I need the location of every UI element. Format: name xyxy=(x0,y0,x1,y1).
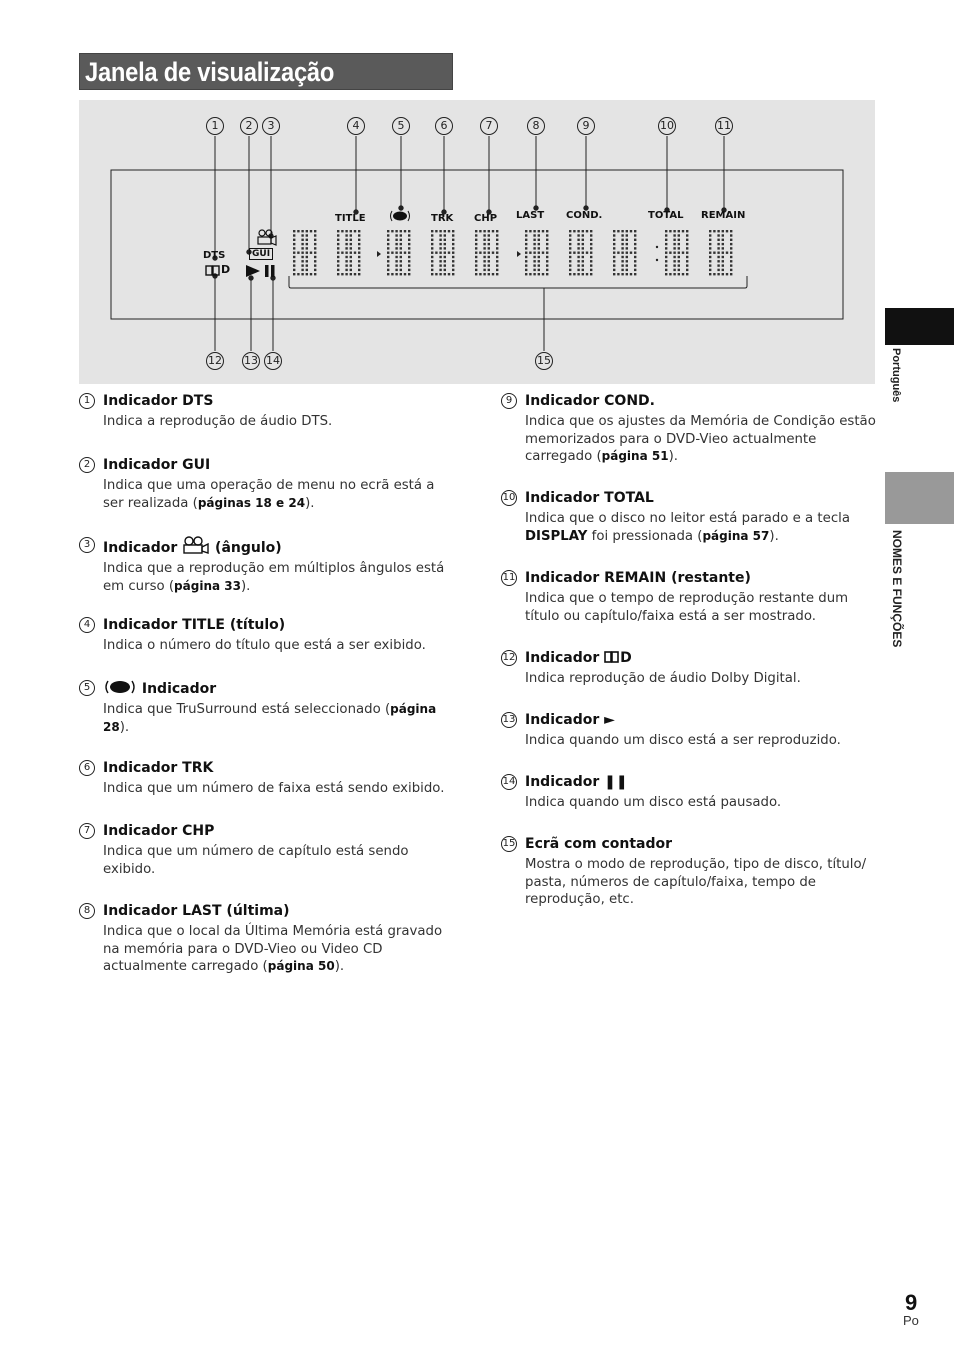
item-heading: Indicador ► xyxy=(525,712,615,728)
display-window-figure xyxy=(79,100,875,384)
last-label: LAST xyxy=(516,210,545,221)
key-name: DISPLAY xyxy=(525,528,588,544)
item-description: Indica quando um disco está pausado. xyxy=(525,795,782,810)
item-number: 9 xyxy=(501,393,517,409)
gui-label: GUI xyxy=(249,248,273,260)
item-heading: Indicador xyxy=(103,679,459,698)
item-surround xyxy=(79,679,459,759)
item-gui xyxy=(79,456,459,536)
item-description: Indica que TruSurround está seleccionado (página 28). xyxy=(103,702,437,735)
side-tab-grey xyxy=(885,472,954,524)
callout-number-12: 12 xyxy=(206,352,224,370)
item-description: Indica reprodução de áudio Dolby Digital. xyxy=(525,671,801,686)
callout-number-15: 15 xyxy=(535,352,553,370)
dolby-double-d-icon xyxy=(604,650,620,664)
callout-number-7: 7 xyxy=(480,117,498,135)
item-heading: Indicador LAST (última) xyxy=(103,903,290,919)
item-description: Indica a reprodução de áudio DTS. xyxy=(103,414,333,429)
item-heading: Indicador DTS xyxy=(103,393,214,409)
item-number: 8 xyxy=(79,903,95,919)
item-number: 11 xyxy=(501,570,517,586)
angle-icon xyxy=(182,536,210,554)
side-section-label: NOMES E FUNÇÕES xyxy=(890,530,904,648)
pause-icon-bar2 xyxy=(271,265,275,277)
item-number: 13 xyxy=(501,712,517,728)
item-total xyxy=(501,489,876,569)
page-number: 9 xyxy=(905,1290,918,1315)
item-heading: Indicador D xyxy=(525,650,632,666)
item-description: Indica que um número de capítulo está sendo exibido. xyxy=(103,844,409,877)
callout-dot-13 xyxy=(249,276,253,280)
total-label: TOTAL xyxy=(648,210,684,221)
item-heading: Ecrã com contador xyxy=(525,836,673,852)
item-heading: Indicador COND. xyxy=(525,393,655,409)
callout-number-6: 6 xyxy=(435,117,453,135)
item-description: Indica que o local da Última Memória está gravado na memória para o DVD-Vieo ou Video CD actualmente carregado (página 50). xyxy=(103,924,443,974)
item-last xyxy=(79,902,459,976)
callout-number-14: 14 xyxy=(264,352,282,370)
item-number: 5 xyxy=(79,680,95,696)
side-tab-dark xyxy=(885,308,954,345)
item-description: Indica que os ajustes da Memória de Condição estão memorizados para o DVD-Vieo actualmente carregado (página 51). xyxy=(525,414,876,464)
item-description: Indica que a reprodução em múltiplos ângulos está em curso (página 33). xyxy=(103,561,445,594)
callout-number-3: 3 xyxy=(262,117,280,135)
item-number: 6 xyxy=(79,760,95,776)
page-language-code: Po xyxy=(903,1313,919,1328)
title-label: TITLE xyxy=(335,213,366,224)
display-diagram xyxy=(79,100,875,384)
page-ref: página 28 xyxy=(103,702,437,734)
item-play xyxy=(501,711,876,773)
callout-number-9: 9 xyxy=(577,117,595,135)
item-title xyxy=(79,616,459,679)
item-remain xyxy=(501,569,876,649)
item-chp xyxy=(79,822,459,902)
item-counter xyxy=(501,835,876,909)
item-number: 1 xyxy=(79,393,95,409)
item-heading: Indicador CHP xyxy=(103,823,215,839)
item-number: 3 xyxy=(79,537,95,553)
callout-number-1: 1 xyxy=(206,117,224,135)
item-dolby xyxy=(501,649,876,711)
callout-number-13: 13 xyxy=(242,352,260,370)
item-number: 10 xyxy=(501,490,517,506)
side-language-label: Português xyxy=(890,348,902,403)
item-description: Indica que o tempo de reprodução restante dum título ou capítulo/faixa está a ser mostrado. xyxy=(525,591,849,624)
item-description: Indica que um número de faixa está sendo exibido. xyxy=(103,781,445,796)
item-number: 7 xyxy=(79,823,95,839)
item-trk xyxy=(79,759,459,822)
item-angle xyxy=(79,536,459,616)
descriptions-left-column xyxy=(79,392,459,976)
item-number: 14 xyxy=(501,774,517,790)
item-number: 2 xyxy=(79,457,95,473)
callout-number-10: 10 xyxy=(658,117,676,135)
cond-label: COND. xyxy=(566,210,603,221)
page-ref: páginas 18 e 24 xyxy=(197,495,306,510)
colon-dot-1 xyxy=(656,246,658,248)
item-heading: Indicador TOTAL xyxy=(525,490,654,506)
page-title-bar xyxy=(79,53,453,90)
item-description: Mostra o modo de reprodução, tipo de disco, título/ pasta, números de capítulo/faixa, tempo de reprodução, etc. xyxy=(525,857,867,907)
trk-label: TRK xyxy=(431,213,454,224)
item-pause xyxy=(501,773,876,835)
page-ref: página 33 xyxy=(174,578,241,593)
remain-label: REMAIN xyxy=(701,210,746,221)
callout-number-4: 4 xyxy=(347,117,365,135)
callout-dot-5 xyxy=(399,206,403,210)
dts-label: DTS xyxy=(203,250,226,261)
item-heading: Indicador TITLE (título) xyxy=(103,617,286,633)
callout-number-11: 11 xyxy=(715,117,733,135)
item-heading: Indicador GUI xyxy=(103,457,211,473)
callout-number-8: 8 xyxy=(527,117,545,135)
page-title: Janela de visualização xyxy=(85,57,335,87)
item-description: Indica quando um disco está a ser reproduzido. xyxy=(525,733,841,748)
page-ref: página 57 xyxy=(702,528,770,543)
item-heading: Indicador (ângulo) xyxy=(103,536,459,557)
callout-number-2: 2 xyxy=(240,117,258,135)
pause-icon-bar1 xyxy=(265,265,269,277)
dd-label: D xyxy=(221,263,231,276)
descriptions-right-column xyxy=(501,392,876,909)
page-ref: página 51 xyxy=(601,449,669,463)
item-dts xyxy=(79,392,459,456)
item-number: 4 xyxy=(79,617,95,633)
item-heading: Indicador REMAIN (restante) xyxy=(525,570,751,586)
item-description: Indica que o disco no leitor está parado e a tecla DISPLAY foi pressionada (página 57). xyxy=(525,511,850,544)
item-description: Indica que uma operação de menu no ecrã está a ser realizada (páginas 18 e 24). xyxy=(103,478,435,511)
page-ref: página 50 xyxy=(267,959,335,973)
item-cond xyxy=(501,392,876,489)
item-number: 12 xyxy=(501,650,517,666)
chp-label: CHP xyxy=(474,213,498,224)
callout-number-5: 5 xyxy=(392,117,410,135)
item-heading: Indicador TRK xyxy=(103,760,214,776)
colon-dot-2 xyxy=(656,259,658,261)
item-heading: Indicador ❚❚ xyxy=(525,774,628,790)
item-description: Indica o número do título que está a ser exibido. xyxy=(103,638,426,653)
surround-icon xyxy=(103,679,137,695)
item-number: 15 xyxy=(501,836,517,852)
